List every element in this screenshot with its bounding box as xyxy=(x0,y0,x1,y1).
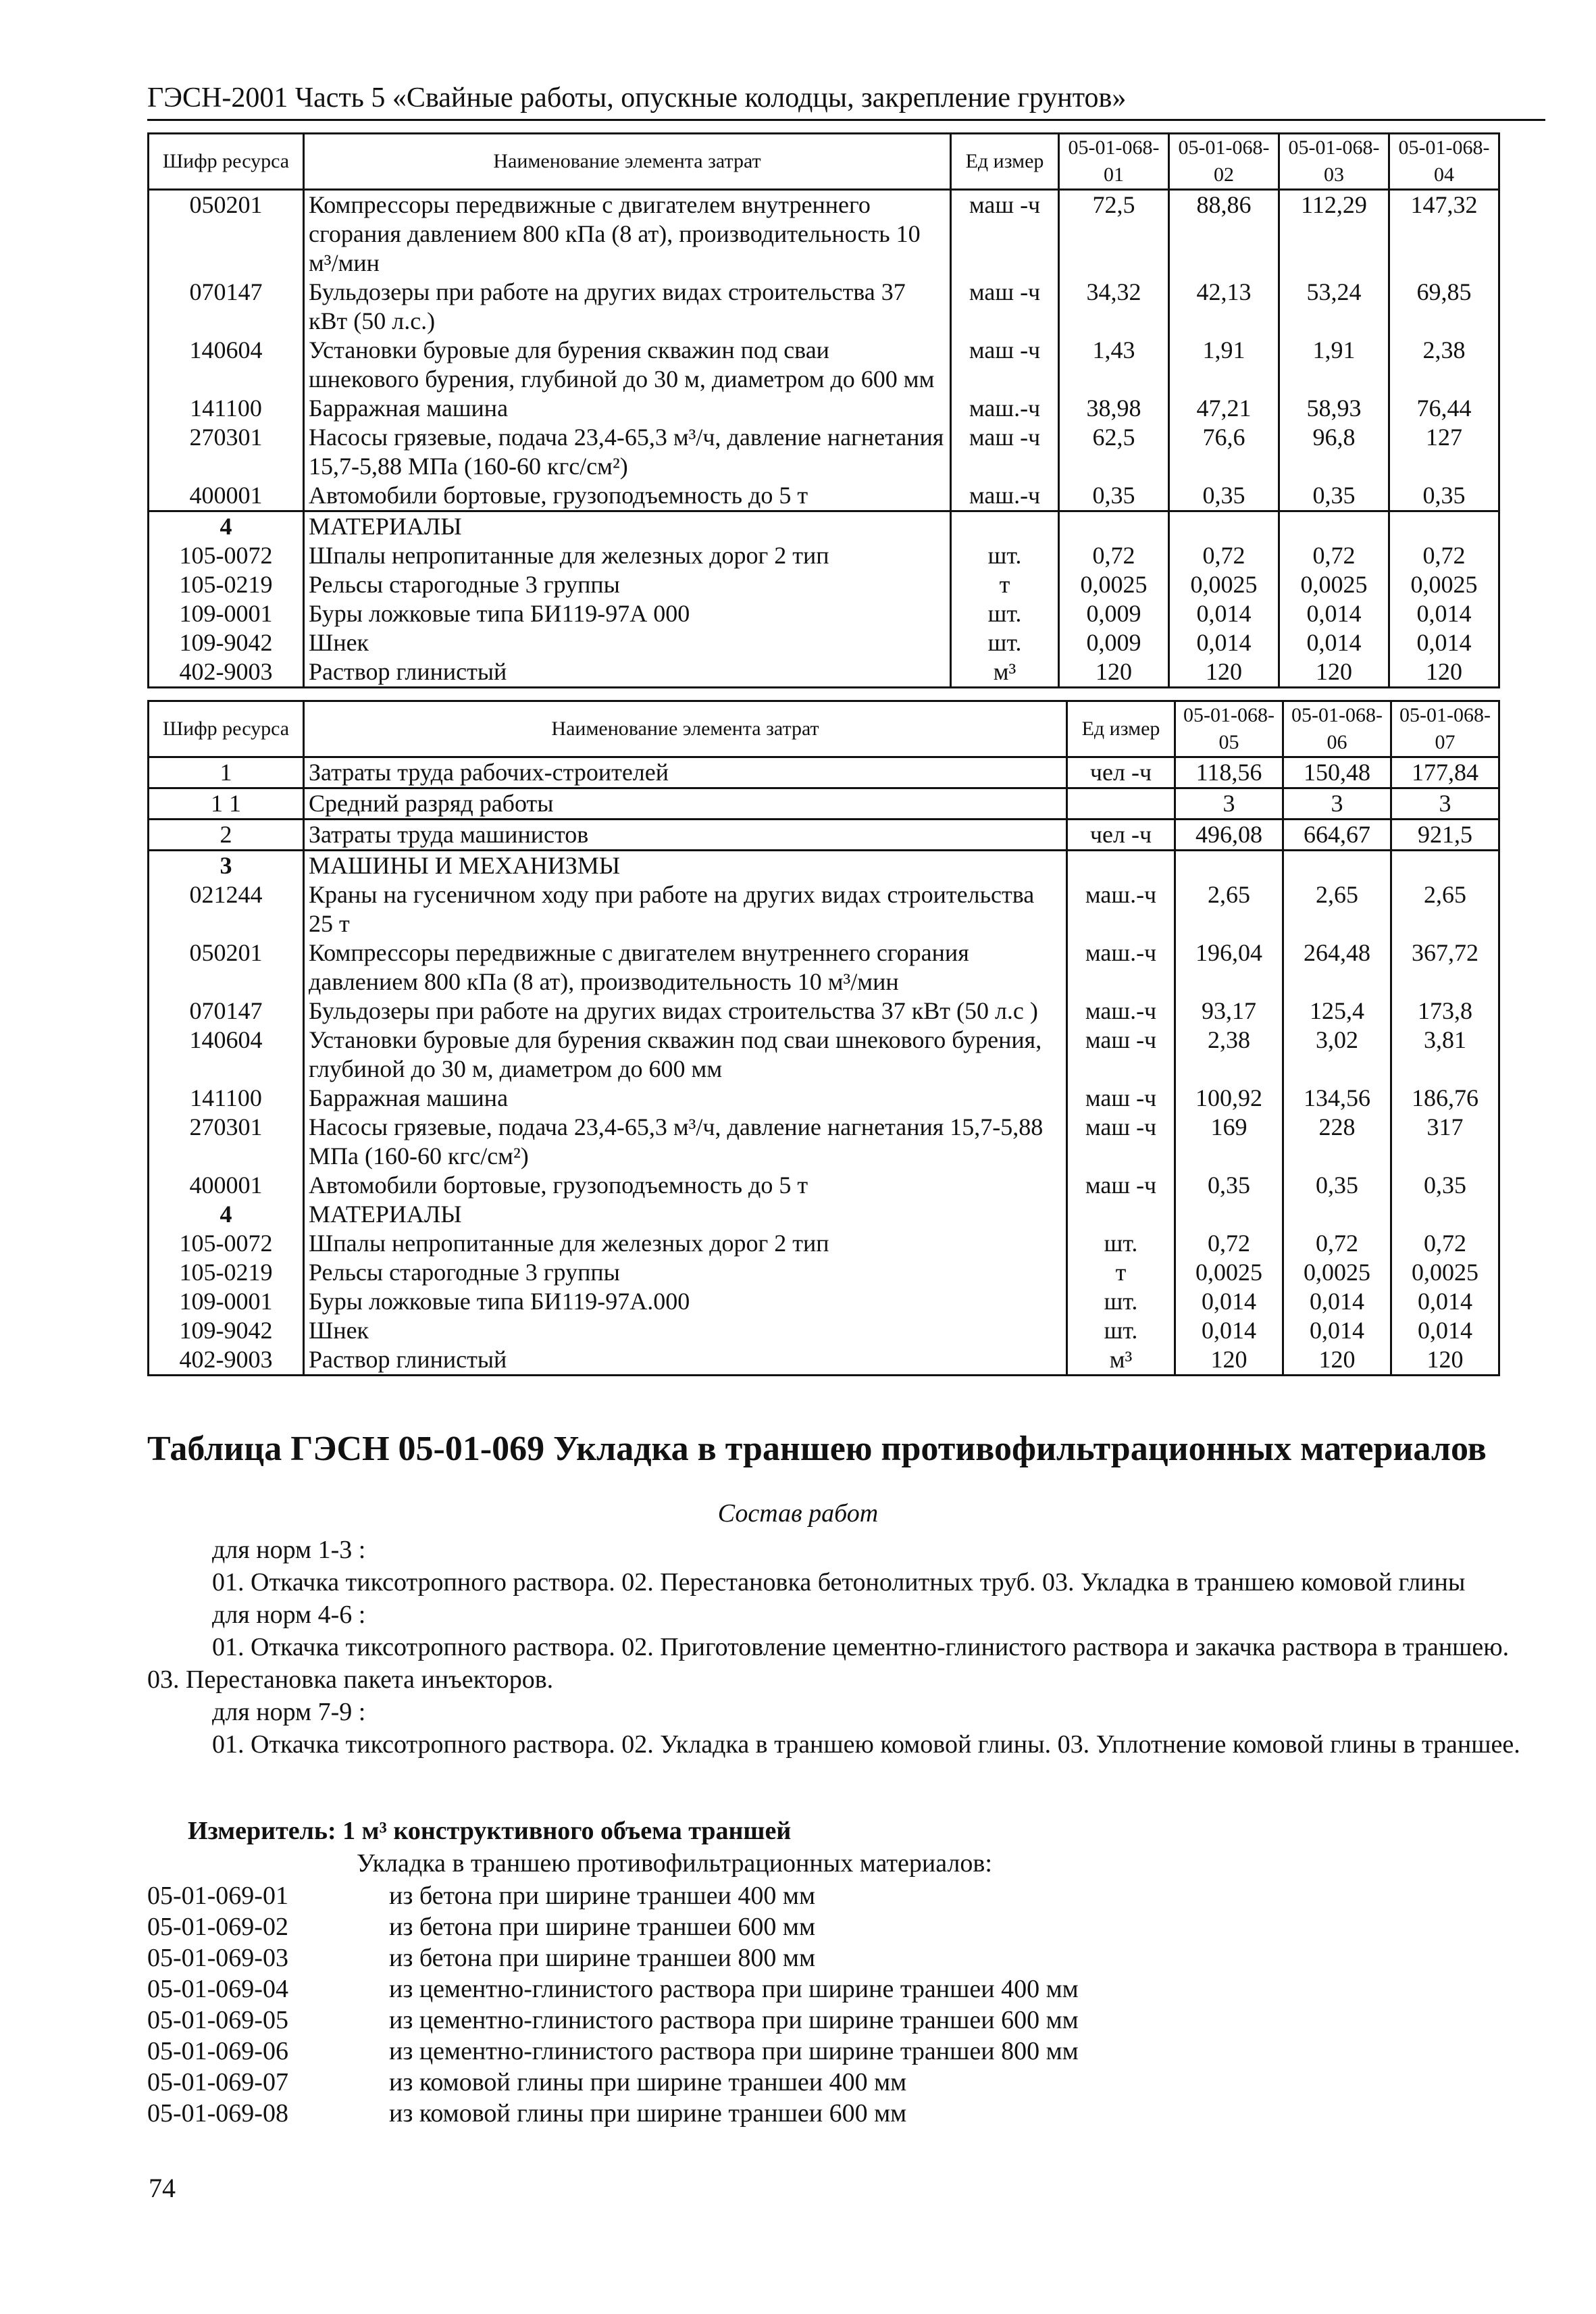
codes-intro: Укладка в траншею противофильтрационных материалов: xyxy=(357,1849,992,1878)
resource-code: 070147 xyxy=(149,278,304,336)
resource-value: 0,014 xyxy=(1279,599,1389,628)
table-row xyxy=(149,394,1499,423)
resource-value: 317 xyxy=(1391,1113,1499,1171)
resource-code: 402-9003 xyxy=(149,657,304,688)
resource-value: 0,0025 xyxy=(1279,570,1389,599)
norm-code: 05-01-069-06 xyxy=(147,2037,288,2065)
norm-label: для норм 4-6 : xyxy=(212,1601,366,1629)
resource-value: 3 xyxy=(1283,788,1391,820)
resource-name: Установки буровые для бурения скважин под сваи шнекового бурения, глубиной до 30 м, диаметром до 600 мм xyxy=(304,1026,1067,1084)
section-row xyxy=(149,1200,1499,1229)
norms-block xyxy=(147,1534,1545,1761)
resource-value: 2,38 xyxy=(1175,1026,1283,1084)
resource-name: МАШИНЫ И МЕХАНИЗМЫ xyxy=(304,851,1067,881)
table-row xyxy=(149,1084,1499,1113)
composition-title: Состав работ xyxy=(717,1499,879,1528)
resource-value xyxy=(1283,1200,1391,1229)
resource-unit: маш -ч xyxy=(1067,1171,1175,1200)
resource-code: 109-9042 xyxy=(149,628,304,657)
resource-value: 120 xyxy=(1169,657,1279,688)
norm-code: 05-01-069-01 xyxy=(147,1882,288,1910)
table-row xyxy=(149,1287,1499,1316)
column-header: Ед измер xyxy=(951,134,1059,190)
resource-code: 105-0219 xyxy=(149,1258,304,1287)
resource-value: 2,65 xyxy=(1283,880,1391,938)
resource-code: 105-0072 xyxy=(149,541,304,570)
resource-value: 0,35 xyxy=(1389,481,1499,511)
resource-value: 96,8 xyxy=(1279,423,1389,481)
resource-value: 47,21 xyxy=(1169,394,1279,423)
resource-value: 0,72 xyxy=(1169,541,1279,570)
resource-code: 4 xyxy=(149,1200,304,1229)
resource-name: Насосы грязевые, подача 23,4-65,3 м³/ч, давление нагнетания 15,7-5,88 МПа (160-60 кгс/см²) xyxy=(304,1113,1067,1171)
table-header-row xyxy=(149,134,1499,190)
table-row xyxy=(149,820,1499,851)
resource-name: Рельсы старогодные 3 группы xyxy=(304,570,951,599)
resource-value: 120 xyxy=(1283,1345,1391,1376)
resource-value: 0,35 xyxy=(1391,1171,1499,1200)
resource-value: 0,014 xyxy=(1279,628,1389,657)
resource-value: 112,29 xyxy=(1279,190,1389,278)
resource-value: 120 xyxy=(1059,657,1169,688)
table-row xyxy=(149,997,1499,1026)
table-row xyxy=(149,423,1499,481)
norm-code-description: из бетона при ширине траншеи 800 мм xyxy=(389,1944,815,1972)
column-header: 05-01-068-05 xyxy=(1175,701,1283,757)
table-row xyxy=(149,1113,1499,1171)
table-row xyxy=(149,541,1499,570)
column-header: 05-01-068-02 xyxy=(1169,134,1279,190)
resource-value xyxy=(1059,511,1169,542)
resource-value: 0,72 xyxy=(1059,541,1169,570)
resource-name: Краны на гусеничном ходу при работе на других видах строительства 25 т xyxy=(304,880,1067,938)
resource-code: 270301 xyxy=(149,423,304,481)
norm-text: 01. Откачка тиксотропного раствора. 02. Укладка в траншею комовой глины. 03. Уплотнение комовой глины в траншее. xyxy=(212,1730,1520,1759)
resource-value xyxy=(1169,511,1279,542)
table-row xyxy=(149,1345,1499,1376)
resource-name: Бульдозеры при работе на других видах строительства 37 кВт (50 л.с.) xyxy=(304,278,951,336)
resource-unit: шт. xyxy=(1067,1229,1175,1258)
resource-name: Компрессоры передвижные с двигателем внутреннего сгорания давлением 800 кПа (8 ат), производительность 10 м³/мин xyxy=(304,938,1067,997)
resource-value: 0,0025 xyxy=(1169,570,1279,599)
resource-value: 53,24 xyxy=(1279,278,1389,336)
resource-name: Шнек xyxy=(304,1316,1067,1345)
resource-code: 2 xyxy=(149,820,304,851)
resource-unit: т xyxy=(951,570,1059,599)
norm-code-row xyxy=(147,1911,1079,1942)
resource-value: 1,91 xyxy=(1169,336,1279,394)
resource-unit: чел -ч xyxy=(1067,757,1175,788)
resource-unit: шт. xyxy=(951,628,1059,657)
table-row xyxy=(149,190,1499,278)
resource-name: Компрессоры передвижные с двигателем внутреннего сгорания давлением 800 кПа (8 ат), производительность 10 м³/мин xyxy=(304,190,951,278)
norm-code: 05-01-069-04 xyxy=(147,1975,288,2003)
resource-unit: маш -ч xyxy=(951,336,1059,394)
resource-value: 0,014 xyxy=(1169,599,1279,628)
table-row xyxy=(149,481,1499,511)
resource-value: 0,0025 xyxy=(1391,1258,1499,1287)
resource-unit: чел -ч xyxy=(1067,820,1175,851)
norm-codes-list xyxy=(147,1880,1079,2129)
resource-unit: т xyxy=(1067,1258,1175,1287)
resource-value: 0,0025 xyxy=(1059,570,1169,599)
resource-value: 0,35 xyxy=(1279,481,1389,511)
norm-code: 05-01-069-08 xyxy=(147,2099,288,2128)
resource-name: Шнек xyxy=(304,628,951,657)
norm-code: 05-01-069-03 xyxy=(147,1944,288,1972)
resource-unit: маш -ч xyxy=(951,423,1059,481)
resource-value: 2,65 xyxy=(1175,880,1283,938)
resource-name: Раствор глинистый xyxy=(304,1345,1067,1376)
section-row xyxy=(149,511,1499,542)
resource-code: 105-0072 xyxy=(149,1229,304,1258)
resource-unit: шт. xyxy=(1067,1316,1175,1345)
resource-value: 58,93 xyxy=(1279,394,1389,423)
resource-code: 109-0001 xyxy=(149,1287,304,1316)
resource-name: Шпалы непропитанные для железных дорог 2 тип xyxy=(304,541,951,570)
resource-value xyxy=(1391,851,1499,881)
resource-value: 196,04 xyxy=(1175,938,1283,997)
meter-line: Измеритель: 1 м³ конструктивного объема траншей xyxy=(188,1817,792,1845)
resource-value: 264,48 xyxy=(1283,938,1391,997)
resource-unit: шт. xyxy=(951,541,1059,570)
resource-value: 2,65 xyxy=(1391,880,1499,938)
resource-value: 0,72 xyxy=(1391,1229,1499,1258)
norm-code: 05-01-069-05 xyxy=(147,2006,288,2034)
norm-code-description: из цементно-глинистого раствора при ширине траншеи 600 мм xyxy=(389,2006,1079,2034)
resource-name: Раствор глинистый xyxy=(304,657,951,688)
resource-value: 127 xyxy=(1389,423,1499,481)
resource-code: 140604 xyxy=(149,1026,304,1084)
resource-name: Шпалы непропитанные для железных дорог 2 тип xyxy=(304,1229,1067,1258)
resource-value: 0,0025 xyxy=(1389,570,1499,599)
resource-value: 1,43 xyxy=(1059,336,1169,394)
resource-value: 150,48 xyxy=(1283,757,1391,788)
table-row xyxy=(149,599,1499,628)
resource-value: 0,014 xyxy=(1391,1287,1499,1316)
resource-code: 400001 xyxy=(149,481,304,511)
resource-value xyxy=(1175,851,1283,881)
column-header: 05-01-068-06 xyxy=(1283,701,1391,757)
resource-unit: маш -ч xyxy=(951,190,1059,278)
table-row xyxy=(149,880,1499,938)
resource-code: 400001 xyxy=(149,1171,304,1200)
table-row xyxy=(149,657,1499,688)
resource-value: 0,35 xyxy=(1283,1171,1391,1200)
column-header: Ед измер xyxy=(1067,701,1175,757)
resource-value: 93,17 xyxy=(1175,997,1283,1026)
resource-code: 1 xyxy=(149,757,304,788)
resource-value: 177,84 xyxy=(1391,757,1499,788)
resource-value: 3,02 xyxy=(1283,1026,1391,1084)
column-header: Шифр ресурса xyxy=(149,701,304,757)
resource-unit: маш -ч xyxy=(1067,1084,1175,1113)
norm-label: для норм 1-3 : xyxy=(212,1536,366,1564)
table-row xyxy=(149,938,1499,997)
resource-unit: маш.-ч xyxy=(1067,938,1175,997)
resource-name: Установки буровые для бурения скважин под сваи шнекового бурения, глубиной до 30 м, диаметром до 600 мм xyxy=(304,336,951,394)
table-row xyxy=(149,1258,1499,1287)
resource-unit: маш.-ч xyxy=(951,481,1059,511)
resource-unit: шт. xyxy=(1067,1287,1175,1316)
resource-unit: маш.-ч xyxy=(1067,880,1175,938)
resource-code: 402-9003 xyxy=(149,1345,304,1376)
resource-value: 0,014 xyxy=(1391,1316,1499,1345)
resource-unit xyxy=(951,511,1059,542)
resource-value: 0,009 xyxy=(1059,599,1169,628)
resource-value: 0,014 xyxy=(1283,1287,1391,1316)
resource-value: 0,35 xyxy=(1175,1171,1283,1200)
resource-name: Рельсы старогодные 3 группы xyxy=(304,1258,1067,1287)
resource-value xyxy=(1389,511,1499,542)
resource-value: 34,32 xyxy=(1059,278,1169,336)
norm-code-row xyxy=(147,2036,1079,2067)
resource-value: 69,85 xyxy=(1389,278,1499,336)
resource-value: 120 xyxy=(1279,657,1389,688)
resource-code: 050201 xyxy=(149,938,304,997)
column-header: Наименование элемента затрат xyxy=(304,134,951,190)
resource-name: Средний разряд работы xyxy=(304,788,1067,820)
resource-code: 140604 xyxy=(149,336,304,394)
resource-code: 141100 xyxy=(149,394,304,423)
norm-code: 05-01-069-07 xyxy=(147,2068,288,2096)
resource-value: 921,5 xyxy=(1391,820,1499,851)
resource-value: 173,8 xyxy=(1391,997,1499,1026)
resource-value: 0,014 xyxy=(1175,1287,1283,1316)
resource-value: 134,56 xyxy=(1283,1084,1391,1113)
resource-unit: маш.-ч xyxy=(951,394,1059,423)
norm-code-row xyxy=(147,1973,1079,2005)
resource-value: 0,72 xyxy=(1279,541,1389,570)
section-title: Таблица ГЭСН 05-01-069 Укладка в траншею противофильтрационных материалов xyxy=(147,1430,1487,1468)
resource-value: 0,72 xyxy=(1389,541,1499,570)
resource-unit: шт. xyxy=(951,599,1059,628)
resource-value: 0,014 xyxy=(1283,1316,1391,1345)
resource-unit: маш -ч xyxy=(951,278,1059,336)
resource-value: 3 xyxy=(1175,788,1283,820)
page-header: ГЭСН-2001 Часть 5 «Свайные работы, опускные колодцы, закрепление грунтов» xyxy=(147,82,1127,114)
header-rule xyxy=(147,119,1545,121)
resource-value: 0,009 xyxy=(1059,628,1169,657)
resource-value: 0,014 xyxy=(1389,599,1499,628)
norm-text: 01. Откачка тиксотропного раствора. 02. Перестановка бетонолитных труб. 03. Укладка в траншею комовой глины xyxy=(212,1568,1466,1596)
resource-value: 186,76 xyxy=(1391,1084,1499,1113)
table-row xyxy=(149,336,1499,394)
norm-code-row xyxy=(147,1880,1079,1911)
resource-value: 169 xyxy=(1175,1113,1283,1171)
resource-value xyxy=(1175,1200,1283,1229)
resource-value: 3 xyxy=(1391,788,1499,820)
column-header: 05-01-068-01 xyxy=(1059,134,1169,190)
column-header: Наименование элемента затрат xyxy=(304,701,1067,757)
resource-name: МАТЕРИАЛЫ xyxy=(304,511,951,542)
resource-table-1 xyxy=(147,132,1500,688)
resource-code: 109-9042 xyxy=(149,1316,304,1345)
norm-code-description: из цементно-глинистого раствора при ширине траншеи 400 мм xyxy=(389,1975,1079,2003)
resource-name: Барражная машина xyxy=(304,1084,1067,1113)
resource-value: 120 xyxy=(1175,1345,1283,1376)
resource-value: 496,08 xyxy=(1175,820,1283,851)
resource-value: 367,72 xyxy=(1391,938,1499,997)
resource-name: Автомобили бортовые, грузоподъемность до 5 т xyxy=(304,481,951,511)
resource-value: 228 xyxy=(1283,1113,1391,1171)
column-header: 05-01-068-04 xyxy=(1389,134,1499,190)
page-number: 74 xyxy=(149,2173,176,2203)
resource-code: 141100 xyxy=(149,1084,304,1113)
resource-value: 120 xyxy=(1391,1345,1499,1376)
resource-name: Барражная машина xyxy=(304,394,951,423)
resource-code: 050201 xyxy=(149,190,304,278)
resource-code: 105-0219 xyxy=(149,570,304,599)
column-header: 05-01-068-07 xyxy=(1391,701,1499,757)
resource-code: 4 xyxy=(149,511,304,542)
resource-code: 3 xyxy=(149,851,304,881)
norm-text: 01. Откачка тиксотропного раствора. 02. Приготовление цементно-глинистого раствора и закачка раствора в траншею. 03. Перестановка пакета инъекторов. xyxy=(147,1633,1510,1694)
resource-name: Бульдозеры при работе на других видах строительства 37 кВт (50 л.с ) xyxy=(304,997,1067,1026)
norm-code-row xyxy=(147,2098,1079,2129)
resource-name: Буры ложковые типа БИ119-97А 000 xyxy=(304,599,951,628)
norm-label: для норм 7-9 : xyxy=(212,1698,366,1726)
norm-code-description: из комовой глины при ширине траншеи 400 мм xyxy=(389,2068,907,2096)
resource-value xyxy=(1391,1200,1499,1229)
resource-value: 664,67 xyxy=(1283,820,1391,851)
norm-code-description: из бетона при ширине траншеи 400 мм xyxy=(389,1882,815,1910)
resource-value xyxy=(1279,511,1389,542)
norm-code-description: из бетона при ширине траншеи 600 мм xyxy=(389,1913,815,1941)
resource-value: 38,98 xyxy=(1059,394,1169,423)
norm-code-description: из цементно-глинистого раствора при ширине траншеи 800 мм xyxy=(389,2037,1079,2065)
resource-unit xyxy=(1067,788,1175,820)
resource-value: 1,91 xyxy=(1279,336,1389,394)
norm-code-row xyxy=(147,1942,1079,1973)
resource-code: 070147 xyxy=(149,997,304,1026)
resource-value: 0,72 xyxy=(1175,1229,1283,1258)
resource-unit: м³ xyxy=(1067,1345,1175,1376)
resource-value: 118,56 xyxy=(1175,757,1283,788)
table-row xyxy=(149,788,1499,820)
resource-name: Затраты труда рабочих-строителей xyxy=(304,757,1067,788)
resource-value: 76,6 xyxy=(1169,423,1279,481)
resource-unit: маш -ч xyxy=(1067,1026,1175,1084)
resource-name: Буры ложковые типа БИ119-97А.000 xyxy=(304,1287,1067,1316)
resource-value: 76,44 xyxy=(1389,394,1499,423)
resource-value: 0,0025 xyxy=(1175,1258,1283,1287)
resource-value: 125,4 xyxy=(1283,997,1391,1026)
resource-value xyxy=(1283,851,1391,881)
resource-unit: маш -ч xyxy=(1067,1113,1175,1171)
resource-name: Автомобили бортовые, грузоподъемность до 5 т xyxy=(304,1171,1067,1200)
norm-code-row xyxy=(147,2005,1079,2036)
resource-value: 0,014 xyxy=(1169,628,1279,657)
resource-value: 2,38 xyxy=(1389,336,1499,394)
table-row xyxy=(149,1229,1499,1258)
resource-value: 0,72 xyxy=(1283,1229,1391,1258)
resource-name: Затраты труда машинистов xyxy=(304,820,1067,851)
resource-value: 0,35 xyxy=(1169,481,1279,511)
resource-value: 88,86 xyxy=(1169,190,1279,278)
table-row xyxy=(149,757,1499,788)
resource-value: 100,92 xyxy=(1175,1084,1283,1113)
resource-code: 270301 xyxy=(149,1113,304,1171)
table-row xyxy=(149,1316,1499,1345)
column-header: Шифр ресурса xyxy=(149,134,304,190)
table-row xyxy=(149,1171,1499,1200)
resource-value: 62,5 xyxy=(1059,423,1169,481)
resource-code: 1 1 xyxy=(149,788,304,820)
resource-value: 0,0025 xyxy=(1283,1258,1391,1287)
table-row xyxy=(149,570,1499,599)
table-row xyxy=(149,278,1499,336)
column-header: 05-01-068-03 xyxy=(1279,134,1389,190)
norm-code-description: из комовой глины при ширине траншеи 600 мм xyxy=(389,2099,907,2128)
table-row xyxy=(149,628,1499,657)
section-row xyxy=(149,851,1499,881)
resource-value: 147,32 xyxy=(1389,190,1499,278)
resource-value: 42,13 xyxy=(1169,278,1279,336)
resource-value: 120 xyxy=(1389,657,1499,688)
resource-code: 021244 xyxy=(149,880,304,938)
resource-unit xyxy=(1067,1200,1175,1229)
resource-code: 109-0001 xyxy=(149,599,304,628)
resource-value: 72,5 xyxy=(1059,190,1169,278)
resource-unit: м³ xyxy=(951,657,1059,688)
resource-unit xyxy=(1067,851,1175,881)
table-header-row xyxy=(149,701,1499,757)
resource-name: Насосы грязевые, подача 23,4-65,3 м³/ч, давление нагнетания 15,7-5,88 МПа (160-60 кгс/см²) xyxy=(304,423,951,481)
resource-name: МАТЕРИАЛЫ xyxy=(304,1200,1067,1229)
table-row xyxy=(149,1026,1499,1084)
norm-code: 05-01-069-02 xyxy=(147,1913,288,1941)
resource-value: 0,35 xyxy=(1059,481,1169,511)
resource-unit: маш.-ч xyxy=(1067,997,1175,1026)
resource-value: 0,014 xyxy=(1175,1316,1283,1345)
resource-table-2 xyxy=(147,700,1500,1376)
resource-value: 3,81 xyxy=(1391,1026,1499,1084)
resource-value: 0,014 xyxy=(1389,628,1499,657)
norm-code-row xyxy=(147,2067,1079,2098)
